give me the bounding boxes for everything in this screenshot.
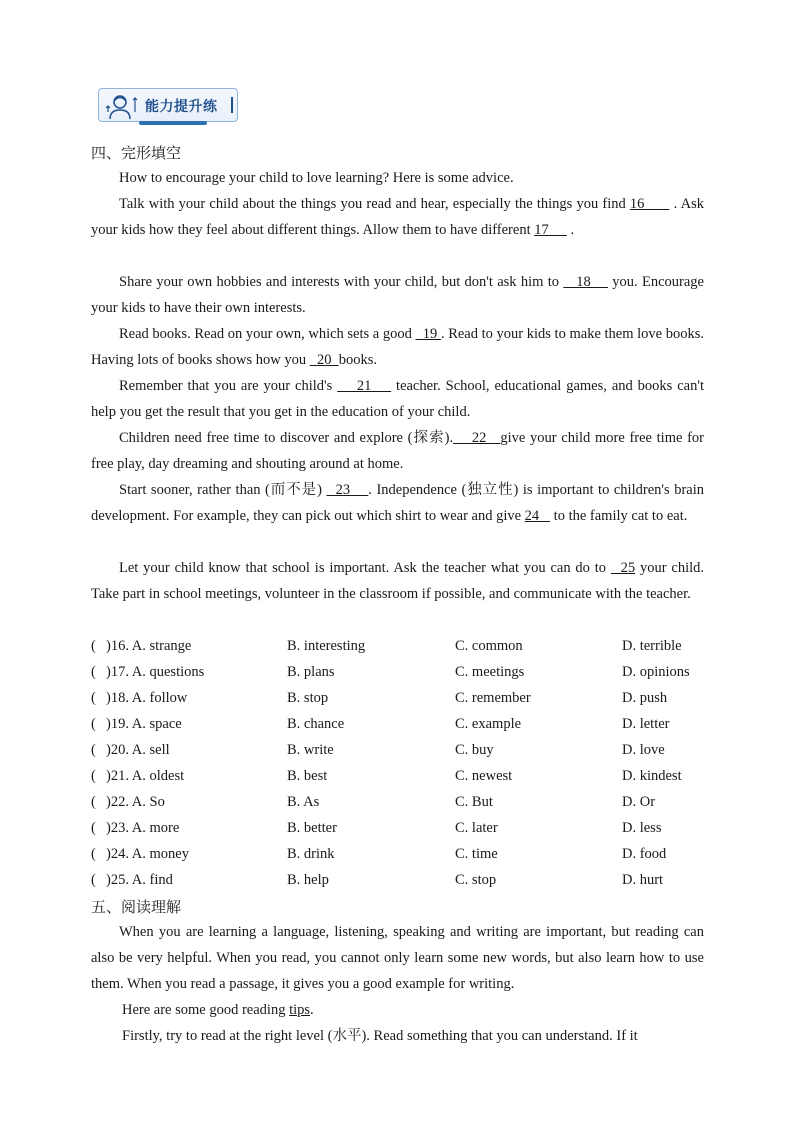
option-a: )20. A. sell: [106, 742, 170, 758]
question-16: [91, 633, 711, 659]
section-title-reading: 五、阅读理解: [91, 898, 182, 916]
paragraph-text: books.: [338, 352, 377, 368]
option-d: D. kindest: [622, 768, 682, 784]
paragraph-text: Here are some good reading: [122, 1002, 290, 1018]
blank-19: 19: [415, 326, 441, 342]
question-23: [91, 815, 711, 841]
answer-paren: (: [91, 664, 96, 680]
paragraph-text: Start sooner, rather than (而不是): [119, 482, 327, 498]
option-d: D. less: [622, 820, 662, 836]
option-d: D. push: [622, 690, 668, 706]
option-c: C. meetings: [455, 664, 525, 680]
question-20: [91, 737, 711, 763]
answer-paren: (: [91, 690, 96, 706]
option-c: C. newest: [455, 768, 513, 784]
option-a: )24. A. money: [106, 846, 189, 862]
cloze-paragraph-1: [91, 165, 704, 191]
reading-paragraph-2: [91, 997, 704, 1023]
paragraph-text: your child. Take part in school meetings, volunteer in the classroom if possible, and communicate with the teacher.: [91, 560, 704, 602]
option-d: D. love: [622, 742, 665, 758]
paragraph-text: Let your child know that school is important. Ask the teacher what you can do to: [119, 560, 611, 576]
option-b: B. best: [287, 768, 328, 784]
option-a: )25. A. find: [106, 872, 173, 888]
option-b: B. write: [287, 742, 334, 758]
option-b: B. plans: [287, 664, 335, 680]
badge-underline: [139, 121, 207, 125]
paragraph-text: Read books. Read on your own, which sets a good: [119, 326, 416, 342]
blank-18: 18: [563, 274, 608, 290]
answer-paren: (: [91, 846, 96, 862]
paragraph-text: When you are learning a language, listening, speaking and writing are important, but reading can also be very helpful. When you read, you cannot only learn some new words, but also learn how to use them. When you read a passage, it gives you a good example for writing.: [91, 924, 704, 992]
option-b: B. stop: [287, 690, 329, 706]
option-c: C. common: [455, 638, 523, 654]
option-b: B. As: [287, 794, 320, 810]
blank-17: 17: [534, 222, 567, 238]
option-a: )16. A. strange: [106, 638, 192, 654]
blank-20: 20: [309, 352, 339, 368]
question-18: [91, 685, 711, 711]
option-a: )17. A. questions: [106, 664, 205, 680]
option-d: D. terrible: [622, 638, 682, 654]
option-d: D. food: [622, 846, 667, 862]
option-a: )18. A. follow: [106, 690, 188, 706]
option-c: C. example: [455, 716, 522, 732]
option-b: B. interesting: [287, 638, 366, 654]
reading-paragraph-1: [91, 919, 704, 997]
blank-23: 23: [326, 482, 369, 498]
option-d: D. hurt: [622, 872, 664, 888]
paragraph-text: Talk with your child about the things you read and hear, especially the things you find: [119, 196, 630, 212]
option-b: B. chance: [287, 716, 345, 732]
option-b: B. help: [287, 872, 329, 888]
cloze-paragraph-6: [91, 425, 704, 477]
blank-25: 25: [610, 560, 636, 576]
paragraph-text: to the family cat to eat.: [550, 508, 688, 524]
question-24: [91, 841, 711, 867]
blank-21: 21: [337, 378, 392, 394]
question-21: [91, 763, 711, 789]
worker-upgrade-icon: [105, 92, 141, 120]
paragraph-text: Firstly, try to read at the right level (水平). Read something that you can understand. If it: [122, 1028, 638, 1044]
option-b: B. better: [287, 820, 337, 836]
option-c: C. But: [455, 794, 493, 810]
cloze-paragraph-5: [91, 373, 704, 425]
badge-label: 能力提升练: [145, 99, 218, 115]
option-a: )22. A. So: [106, 794, 165, 810]
paragraph-text: .: [566, 222, 575, 238]
option-d: D. Or: [622, 794, 656, 810]
paragraph-text: Children need free time to discover and explore (探索).: [119, 430, 454, 446]
option-c: C. later: [455, 820, 498, 836]
question-25: [91, 867, 711, 893]
cloze-paragraph-3: [91, 269, 704, 321]
cloze-paragraph-4: [91, 321, 704, 373]
badge-decoration: [231, 97, 233, 113]
option-c: C. stop: [455, 872, 497, 888]
cloze-paragraph-2: [91, 191, 704, 243]
paragraph-text: .: [310, 1002, 314, 1018]
answer-paren: (: [91, 716, 96, 732]
cloze-paragraph-8: [91, 555, 704, 607]
answer-paren: (: [91, 742, 96, 758]
paragraph-text: . Independence (独立性) is important to children's brain development. For example, they can pick out which shirt to wear and give: [91, 482, 704, 524]
cloze-paragraph-7: [91, 477, 704, 529]
tips-word: tips: [289, 1002, 311, 1018]
option-d: D. opinions: [622, 664, 690, 680]
answer-paren: (: [91, 794, 96, 810]
paragraph-text: teacher. School, educational games, and books can't help you get the result that you get in the education of your child.: [91, 378, 705, 420]
question-17: [91, 659, 711, 685]
answer-paren: (: [91, 820, 96, 836]
question-22: [91, 789, 711, 815]
answer-paren: (: [91, 638, 96, 654]
paragraph-text: Remember that you are your child's: [119, 378, 338, 394]
blank-22: 22: [453, 430, 501, 446]
option-a: )23. A. more: [106, 820, 180, 836]
option-c: C. buy: [455, 742, 494, 758]
blank-24: 24: [524, 508, 551, 524]
paragraph-text: you. Encourage your kids to have their own interests.: [91, 274, 704, 316]
option-b: B. drink: [287, 846, 335, 862]
paragraph-text: How to encourage your child to love learning? Here is some advice.: [119, 170, 514, 186]
paragraph-text: . Read to your kids to make them love books. Having lots of books shows how you: [91, 326, 705, 368]
paragraph-text: give your child more free time for free play, day dreaming and shouting around at home.: [91, 430, 705, 472]
option-a: )19. A. space: [106, 716, 182, 732]
option-c: C. remember: [455, 690, 531, 706]
question-19: [91, 711, 711, 737]
blank-16: 16: [629, 196, 670, 212]
section-title-cloze: 四、完形填空: [91, 144, 182, 162]
reading-paragraph-3: [91, 1023, 704, 1049]
answer-paren: (: [91, 872, 96, 888]
paragraph-text: . Ask your kids how they feel about different things. Allow them to have different: [91, 196, 704, 238]
option-d: D. letter: [622, 716, 670, 732]
ability-badge: [98, 88, 238, 122]
answer-paren: (: [91, 768, 96, 784]
option-c: C. time: [455, 846, 498, 862]
option-a: )21. A. oldest: [106, 768, 185, 784]
paragraph-text: Share your own hobbies and interests with your child, but don't ask him to: [119, 274, 564, 290]
